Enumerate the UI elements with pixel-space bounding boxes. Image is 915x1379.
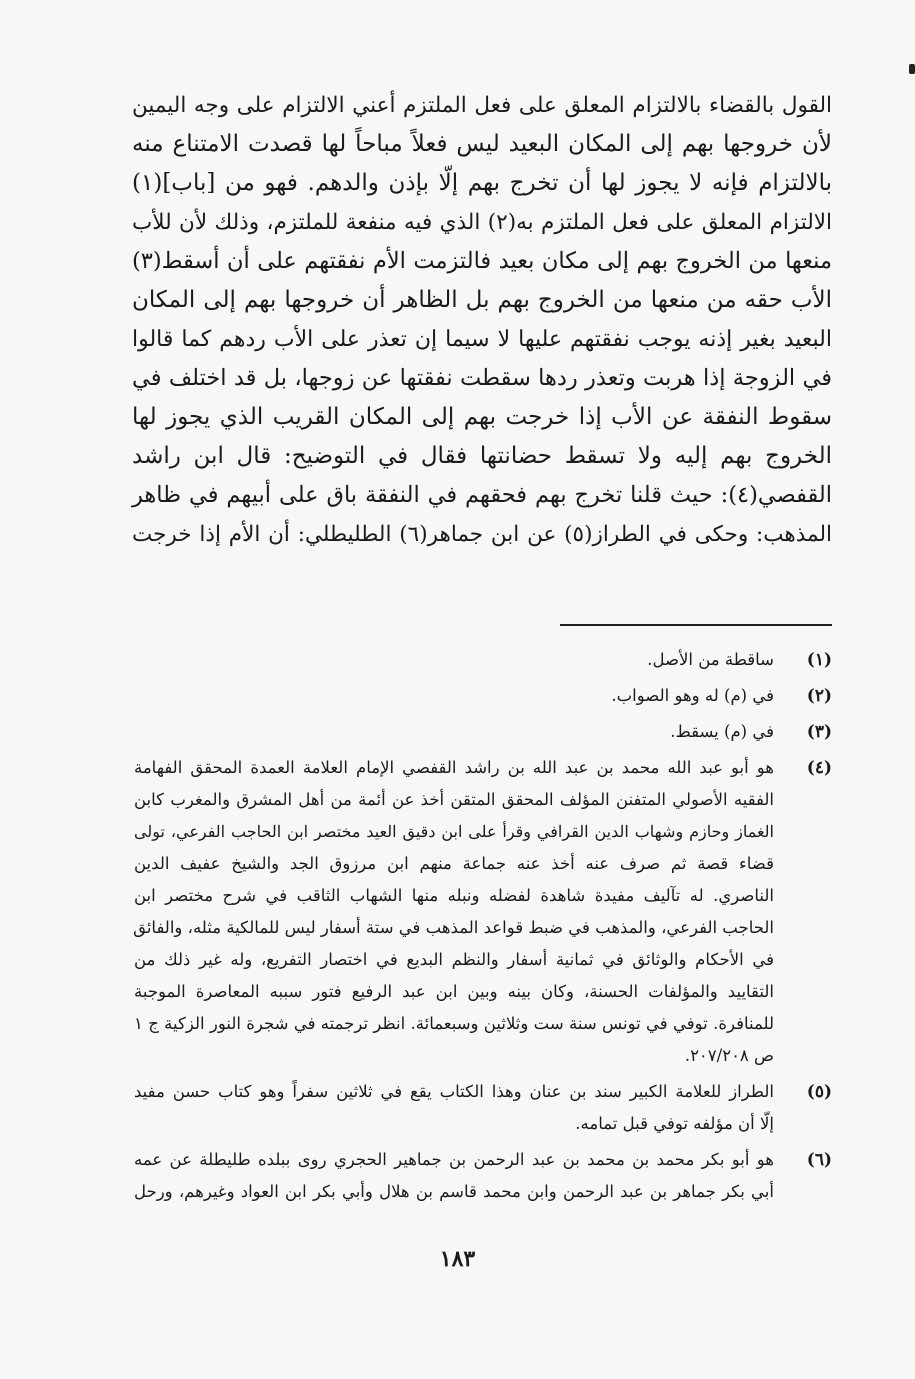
main-line: سقوط النفقة عن الأب إذا خرجت بهم إلى المكان القريب الذي يجوز لها xyxy=(132,404,832,430)
footnote-number: (٦) xyxy=(806,1150,832,1170)
footnote-line: ساقطة من الأصل. xyxy=(647,650,774,669)
footnote-number: (٢) xyxy=(806,686,832,706)
main-line: القول بالقضاء بالالتزام المعلق على فعل الملتزم أعني الالتزام على وجه اليمين xyxy=(132,93,832,118)
footnote-number: (٣) xyxy=(806,722,832,742)
footnote-line: هو أبو عبد الله محمد بن عبد الله بن راشد القفصي الإمام العلامة العمدة المحقق الفهامة xyxy=(134,758,774,777)
footnote-line: الناصري. له تآليف مفيدة شاهدة لفضله ونبله منها الشهاب الثاقب في شرح مختصر ابن xyxy=(134,886,774,905)
footnote-line: في الأحكام والوثائق في ثمانية أسفار والنظم البديع في اختصار التفريع، وله غير ذلك من xyxy=(134,950,774,969)
main-line: منعها من الخروج بهم إلى مكان بعيد فالتزمت الأم نفقتهم على أن أسقط(٣) xyxy=(132,248,832,274)
footnote xyxy=(134,716,832,748)
footnote-line: الغماز وحازم وشهاب الدين القرافي وقرأ على ابن دقيق العيد مختصر ابن الحاجب الفرعي، تولى xyxy=(134,822,774,841)
margin-mark xyxy=(909,64,915,74)
main-text xyxy=(132,86,832,554)
footnote-line: للمنافرة. توفي في تونس سنة ست وثلاثين وسبعمائة. انظر ترجمته في شجرة النور الزكية ج ١ xyxy=(134,1014,774,1033)
main-line: الخروج بهم إليه ولا تسقط حضانتها فقال في التوضيح: قال ابن راشد xyxy=(132,443,832,469)
footnote-number: (١) xyxy=(806,650,832,670)
main-line: القفصي(٤): حيث قلنا تخرج بهم فحقهم في النفقة باق على أبيهم في ظاهر xyxy=(132,482,832,508)
footnote-line: الحاجب الفرعي، والمذهب في ضبط قواعد المذهب في ستة أسفار ليس للمالكية مثله، والفائق xyxy=(133,918,774,937)
main-line: لأن خروجها بهم إلى المكان البعيد ليس فعلاً مباحاً لها قصدت الامتناع منه xyxy=(132,131,832,157)
footnotes xyxy=(134,644,832,1212)
footnote-number: (٤) xyxy=(806,758,832,778)
main-line: الالتزام المعلق على فعل الملتزم به(٢) الذي فيه منفعة للملتزم، وذلك لأن للأب xyxy=(132,210,832,235)
main-line: بالالتزام فإنه لا يجوز لها أن تخرج بهم إلّا بإذن والدهم. فهو من [باب](١) xyxy=(132,170,832,196)
footnote-line: إلّا أن مؤلفه توفي قبل تمامه. xyxy=(575,1114,774,1133)
footnote xyxy=(134,1076,832,1140)
footnote-line: أبي بكر جماهر بن عبد الرحمن وابن محمد قاسم بن هلال وأبي بكر ابن العواد وغيرهم، ورحل xyxy=(134,1182,774,1201)
footnote-separator xyxy=(560,624,832,626)
footnote xyxy=(134,752,832,1072)
footnote-number: (٥) xyxy=(806,1082,832,1102)
main-line: البعيد بغير إذنه يوجب نفقتهم عليها لا سيما إن تعذر على الأب ردهم كما قالوا xyxy=(132,327,832,352)
footnote-line: ص ٢٠٧/٢٠٨. xyxy=(684,1046,774,1065)
main-line: المذهب: وحكى في الطراز(٥) عن ابن جماهر(٦) الطليطلي: أن الأم إذا خرجت xyxy=(132,522,832,547)
main-line: في الزوجة إذا هربت وتعذر ردها سقطت نفقتها عن زوجها، بل قد اختلف في xyxy=(132,365,832,391)
footnote-line: هو أبو بكر محمد بن محمد بن عبد الرحمن بن جماهير الحجري روى ببلده طليطلة عن عمه xyxy=(134,1150,774,1169)
footnote-line: قضاء قصة ثم صرف عنه أخذ عنه جماعة منهم ابن مرزوق الجد والشيخ عفيف الدين xyxy=(134,854,774,873)
main-line: الأب حقه من منعها من الخروج بهم بل الظاهر أن خروجها بهم إلى المكان xyxy=(132,287,832,313)
page-number: ١٨٣ xyxy=(439,1246,476,1272)
footnote xyxy=(134,680,832,712)
footnote-line: التقاييد والمؤلفات الحسنة، وكان بينه وبين ابن عبد الرفيع فتور سببه المعاصرة الموجبة xyxy=(134,982,774,1001)
footnote-line: الفقيه الأصولي المتفنن المؤلف المحقق المتقن أخذ عن أئمة من أهل المشرق والمغرب كابن xyxy=(134,790,775,809)
footnote xyxy=(134,644,832,676)
footnote xyxy=(134,1144,832,1208)
footnote-line: الطراز للعلامة الكبير سند بن عنان وهذا الكتاب يقع في ثلاثين سفراً وهو كتاب حسن مفيد xyxy=(134,1082,774,1101)
footnote-line: في (م) له وهو الصواب. xyxy=(611,686,774,705)
footnote-line: في (م) يسقط. xyxy=(670,722,774,741)
